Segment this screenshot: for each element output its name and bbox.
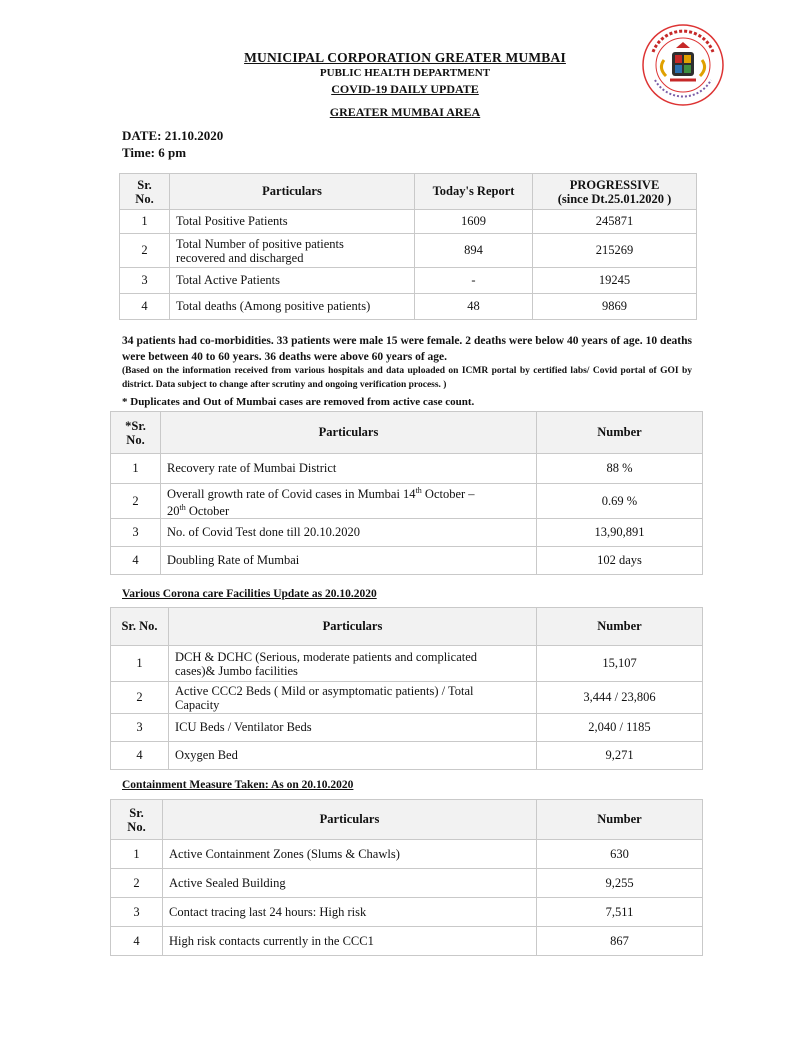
sr-cell: 2: [111, 484, 161, 519]
today-cell: 48: [415, 294, 533, 320]
particulars-cell: Active CCC2 Beds ( Mild or asymptomatic patients) / Total Capacity: [169, 682, 537, 714]
sr-cell: 3: [111, 714, 169, 742]
facilities-table: [110, 607, 703, 770]
sr-cell: 3: [120, 268, 170, 294]
table-header-row: [120, 174, 697, 210]
comorbidities-note: 34 patients had co-morbidities. 33 patients were male 15 were female. 2 deaths were below 40 years of age. 10 deaths were between 40 to 60 years. 36 deaths were above 60 years of age.: [122, 335, 692, 363]
table-row: [111, 519, 703, 547]
srno-header: *Sr. No.: [111, 412, 161, 454]
mcgm-seal-icon: [640, 22, 726, 108]
table-row: [120, 210, 697, 234]
particulars-header: Particulars: [163, 800, 537, 840]
sr-cell: 4: [120, 294, 170, 320]
particulars-cell: Total Number of positive patients recovered and discharged: [170, 234, 415, 268]
sr-cell: 1: [111, 840, 163, 869]
particulars-header: Particulars: [169, 608, 537, 646]
particulars-cell: Active Sealed Building: [163, 869, 537, 898]
report-time: Time: 6 pm: [122, 145, 187, 160]
today-cell: 1609: [415, 210, 533, 234]
progressive-cell: 245871: [533, 210, 697, 234]
duplicates-note: * Duplicates and Out of Mumbai cases are removed from active case count.: [122, 396, 475, 408]
particulars-cell: Contact tracing last 24 hours: High risk: [163, 898, 537, 927]
particulars-cell: Total deaths (Among positive patients): [170, 294, 415, 320]
table-row: [111, 927, 703, 956]
containment-section-title: Containment Measure Taken: As on 20.10.2020: [122, 779, 354, 791]
table-row: [120, 268, 697, 294]
sr-cell: 1: [120, 210, 170, 234]
progressive-header: PROGRESSIVE (since Dt.25.01.2020 ): [533, 174, 697, 210]
sr-cell: 2: [111, 682, 169, 714]
number-header: Number: [537, 800, 703, 840]
table-row: [111, 454, 703, 484]
table-header-row: [111, 800, 703, 840]
number-cell: 630: [537, 840, 703, 869]
number-cell: 2,040 / 1185: [537, 714, 703, 742]
report-date: DATE: 21.10.2020: [122, 128, 224, 143]
number-header: Number: [537, 412, 703, 454]
table-row: [111, 898, 703, 927]
number-cell: 15,107: [537, 646, 703, 682]
number-cell: 9,271: [537, 742, 703, 770]
sr-cell: 4: [111, 927, 163, 956]
table-header-row: [111, 608, 703, 646]
cases-summary-table: [119, 173, 697, 320]
table-row: [111, 742, 703, 770]
today-cell: -: [415, 268, 533, 294]
number-cell: 3,444 / 23,806: [537, 682, 703, 714]
particulars-cell: Total Positive Patients: [170, 210, 415, 234]
sr-cell: 1: [111, 454, 161, 484]
progressive-cell: 19245: [533, 268, 697, 294]
table-row: [111, 869, 703, 898]
srno-header: Sr. No.: [111, 800, 163, 840]
sr-cell: 2: [120, 234, 170, 268]
today-report-header: Today's Report: [415, 174, 533, 210]
particulars-cell: Doubling Rate of Mumbai: [161, 547, 537, 575]
particulars-cell: High risk contacts currently in the CCC1: [163, 927, 537, 956]
sr-cell: 4: [111, 547, 161, 575]
table-row: [111, 646, 703, 682]
table-header-row: [111, 412, 703, 454]
progressive-cell: 215269: [533, 234, 697, 268]
table-row: [120, 294, 697, 320]
number-cell: 88 %: [537, 454, 703, 484]
table-row: [120, 234, 697, 268]
number-cell: 867: [537, 927, 703, 956]
particulars-cell: Total Active Patients: [170, 268, 415, 294]
source-note: (Based on the information received from various hospitals and data uploaded on ICMR portal by certified labs/ Covid portal of GOI by district. Data subject to change after scrutiny and ongoing verification process. ): [122, 366, 692, 390]
particulars-header: Particulars: [161, 412, 537, 454]
srno-header: Sr. No.: [111, 608, 169, 646]
containment-table: [110, 799, 703, 956]
sr-cell: 1: [111, 646, 169, 682]
facilities-section-title: Various Corona care Facilities Update as 20.10.2020: [122, 588, 377, 600]
report-title: COVID-19 DAILY UPDATE: [331, 82, 479, 96]
table-row: [111, 682, 703, 714]
table-row: [111, 547, 703, 575]
sr-cell: 3: [111, 519, 161, 547]
particulars-cell: Oxygen Bed: [169, 742, 537, 770]
number-cell: 0.69 %: [537, 484, 703, 519]
particulars-cell: No. of Covid Test done till 20.10.2020: [161, 519, 537, 547]
particulars-cell: Recovery rate of Mumbai District: [161, 454, 537, 484]
table-row: [111, 840, 703, 869]
sr-cell: 3: [111, 898, 163, 927]
rates-table: [110, 411, 703, 575]
particulars-cell: Overall growth rate of Covid cases in Mumbai 14th October – 20th October: [161, 484, 537, 519]
progressive-cell: 9869: [533, 294, 697, 320]
table-row: [111, 714, 703, 742]
org-title: MUNICIPAL CORPORATION GREATER MUMBAI: [244, 50, 566, 65]
area-title: GREATER MUMBAI AREA: [329, 105, 481, 119]
particulars-cell: DCH & DCHC (Serious, moderate patients and complicated cases)& Jumbo facilities: [169, 646, 537, 682]
today-cell: 894: [415, 234, 533, 268]
table-row: [111, 484, 703, 519]
sr-cell: 4: [111, 742, 169, 770]
srno-header: Sr. No.: [120, 174, 170, 210]
particulars-cell: Active Containment Zones (Slums & Chawls): [163, 840, 537, 869]
number-cell: 102 days: [537, 547, 703, 575]
sr-cell: 2: [111, 869, 163, 898]
number-cell: 13,90,891: [537, 519, 703, 547]
number-header: Number: [537, 608, 703, 646]
dept-title: PUBLIC HEALTH DEPARTMENT: [319, 67, 491, 79]
particulars-header: Particulars: [170, 174, 415, 210]
number-cell: 7,511: [537, 898, 703, 927]
number-cell: 9,255: [537, 869, 703, 898]
particulars-cell: ICU Beds / Ventilator Beds: [169, 714, 537, 742]
